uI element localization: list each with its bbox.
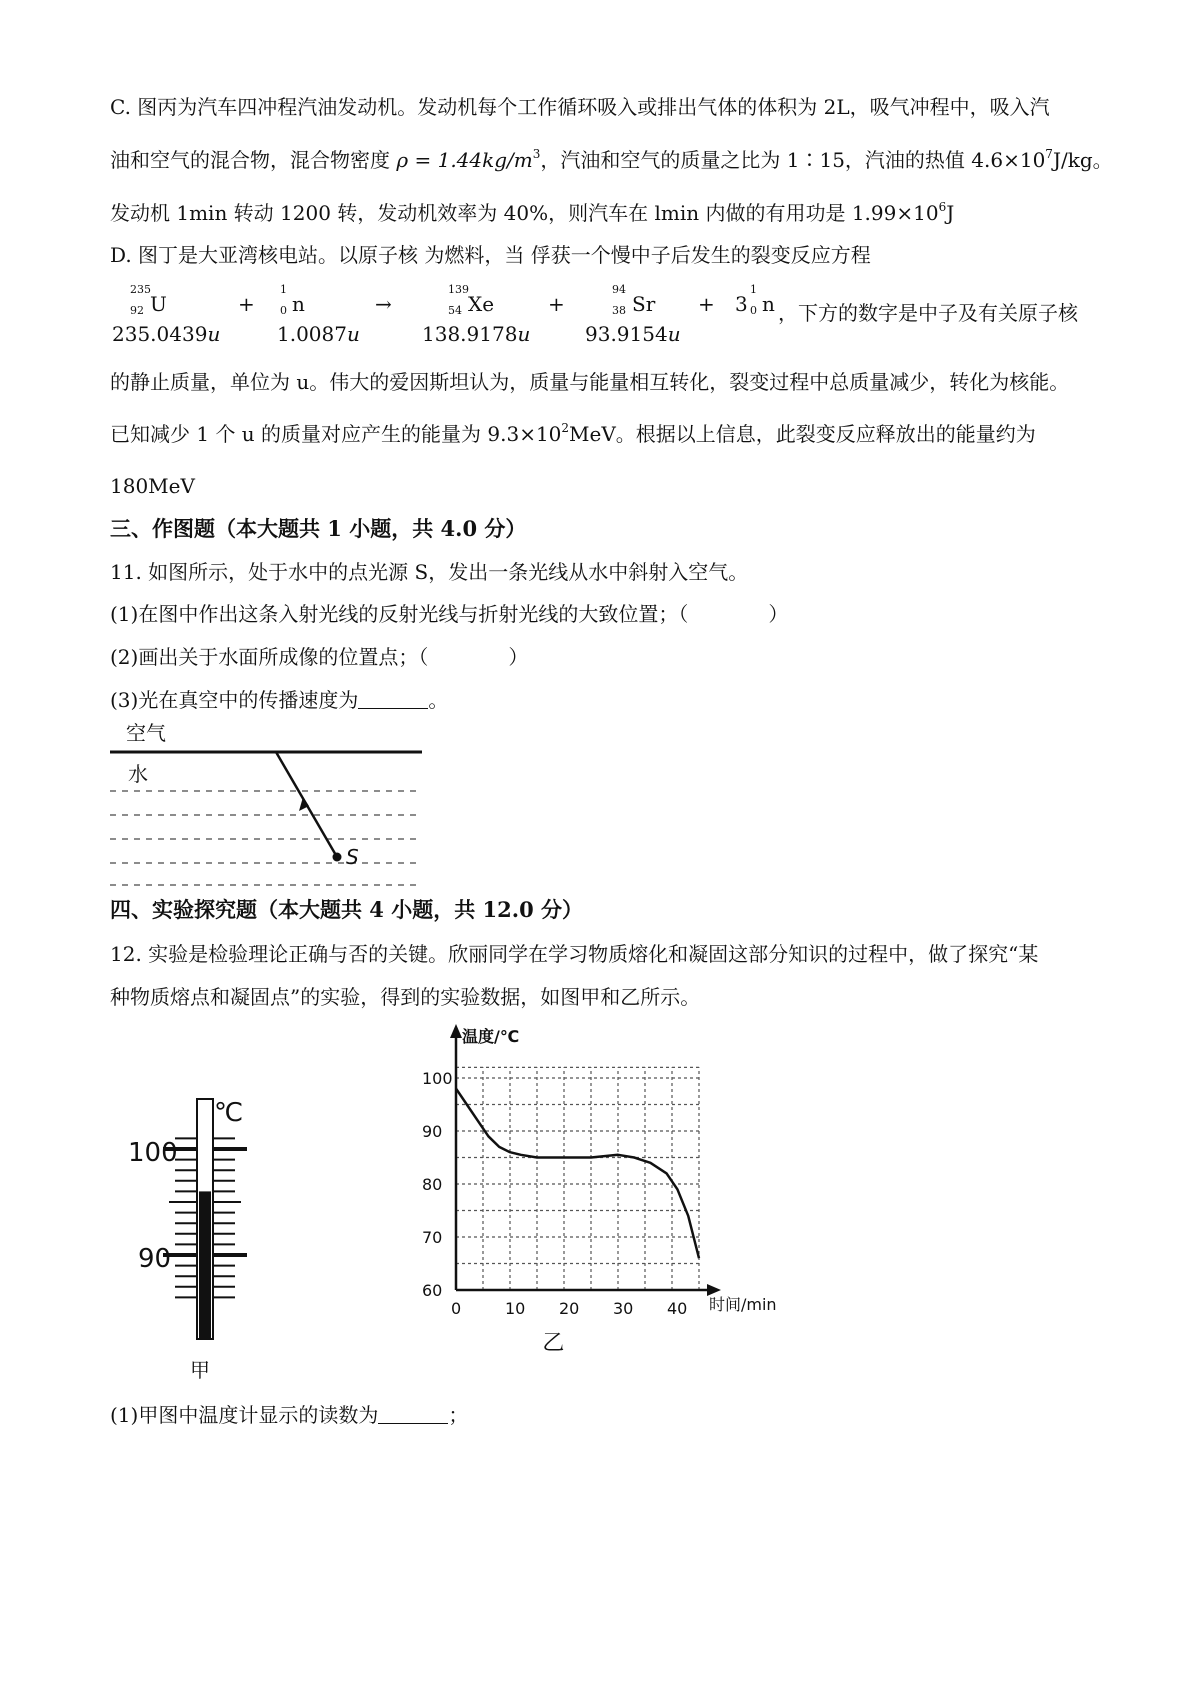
water-label: 水 [128,762,148,786]
nuclide-neutron-2: 1 0 n [750,283,775,317]
option-d-line5: 180MeV [110,474,195,498]
refraction-figure [100,712,430,887]
section3-heading: 三、作图题（本大题共 1 小题，共 4.0 分） [110,516,527,541]
mass-sr94: 93.9154u [585,322,681,346]
q12-line2: 种物质熔点和凝固点”的实验，得到的实验数据，如图甲和乙所示。 [110,985,701,1009]
q12-part1: (1)甲图中温度计显示的读数为 ； [110,1403,469,1427]
q12-line1: 12. 实验是检验理论正确与否的关键。欣丽同学在学习物质熔化和凝固这部分知识的过程中，做了探究“某 [110,942,1039,966]
nuclide-sr94: 94 38 Sr [612,283,656,317]
label-100: 100 [128,1138,178,1168]
nuclide-xe139: 139 54 Xe [448,283,495,317]
q11-part3: (3)光在真空中的传播速度为 。 [110,688,449,712]
mass-u235: 235.0439u [112,322,221,346]
temperature-time-chart [420,1020,800,1360]
y-axis-arrow-icon [450,1024,462,1038]
answer-blank[interactable] [378,1405,448,1424]
neutron-coefficient: 3 [735,292,748,316]
point-source [333,853,342,862]
thermometer-caption: 甲 [190,1358,210,1382]
option-c-line2: 油和空气的混合物，混合物密度 $\rho = 1.44kg/m^3$，汽油和空气的质量之比为 1∶15，汽油的热值 $4.6\times 10^7J/kg$。 [110,147,1113,172]
mass-neutron: 1.0087u [277,322,360,346]
x-tick-label: 40 [667,1299,688,1318]
section4-heading: 四、实验探究题（本大题共 4 小题，共 12.0 分） [110,897,584,922]
y-tick-label: 70 [422,1228,443,1247]
answer-blank[interactable] [358,690,428,709]
equation-tail: ，下方的数字是中子及有关原子核 [778,301,1078,325]
label-90: 90 [138,1244,172,1274]
nuclide-neutron: 1 0 n [280,283,305,317]
plus-sign: + [548,292,565,316]
nuclide-u235: 235 92 U [130,283,167,317]
thermometer-figure [120,1085,280,1385]
mass-xe139: 138.9178u [422,322,531,346]
q11-stem: 11. 如图所示，处于水中的点光源 S，发出一条光线从水中斜射入空气。 [110,560,749,584]
option-d-line1: D. 图丁是大亚湾核电站。以原子核 为燃料，当 俘获一个慢中子后发生的裂变反应方程 [110,243,871,267]
plus-sign: + [698,292,715,316]
y-tick-label: 80 [422,1175,443,1194]
y-tick-label: 90 [422,1122,443,1141]
option-d-line3: 的静止质量，单位为 u。伟大的爱因斯坦认为，质量与能量相互转化，裂变过程中总质量减少，转化为核能。 [110,370,1070,394]
plus-sign: + [238,292,255,316]
thermometer-liquid [199,1191,211,1339]
q11-part1: (1)在图中作出这条入射光线的反射光线与折射光线的大致位置；（ ） [110,602,789,626]
arrow: → [375,292,392,316]
q11-part2: (2)画出关于水面所成像的位置点；（ ） [110,645,529,669]
ray-arrow-icon [299,797,309,811]
x-tick-label: 20 [559,1299,580,1318]
option-c-line1: C. 图丙为汽车四冲程汽油发动机。发动机每个工作循环吸入或排出气体的体积为 2L，吸气冲程中，吸入汽 [110,95,1050,119]
x-tick-label: 10 [505,1299,526,1318]
option-c-line3: 发动机 1min 转动 1200 转，发动机效率为 40%，则汽车在 lmin 内做的有用功是 $1.99\times 10^6J$ [110,200,955,225]
source-label: S [346,845,359,869]
temperature-curve [456,1089,699,1259]
celsius-unit: ℃ [214,1098,244,1128]
y-axis-label: 温度/℃ [462,1027,520,1046]
y-tick-label: 100 [422,1069,453,1088]
x-tick-label: 0 [451,1299,462,1318]
x-tick-label: 30 [613,1299,634,1318]
option-d-line4: 已知减少 1 个 u 的质量对应产生的能量为 $9.3\times 10^2MeV$。根据以上信息，此裂变反应释放出的能量约为 [110,421,1036,446]
chart-caption: 乙 [542,1331,565,1356]
x-axis-label: 时间/min [709,1295,777,1314]
y-tick-label: 60 [422,1281,443,1300]
air-label: 空气 [126,721,166,745]
